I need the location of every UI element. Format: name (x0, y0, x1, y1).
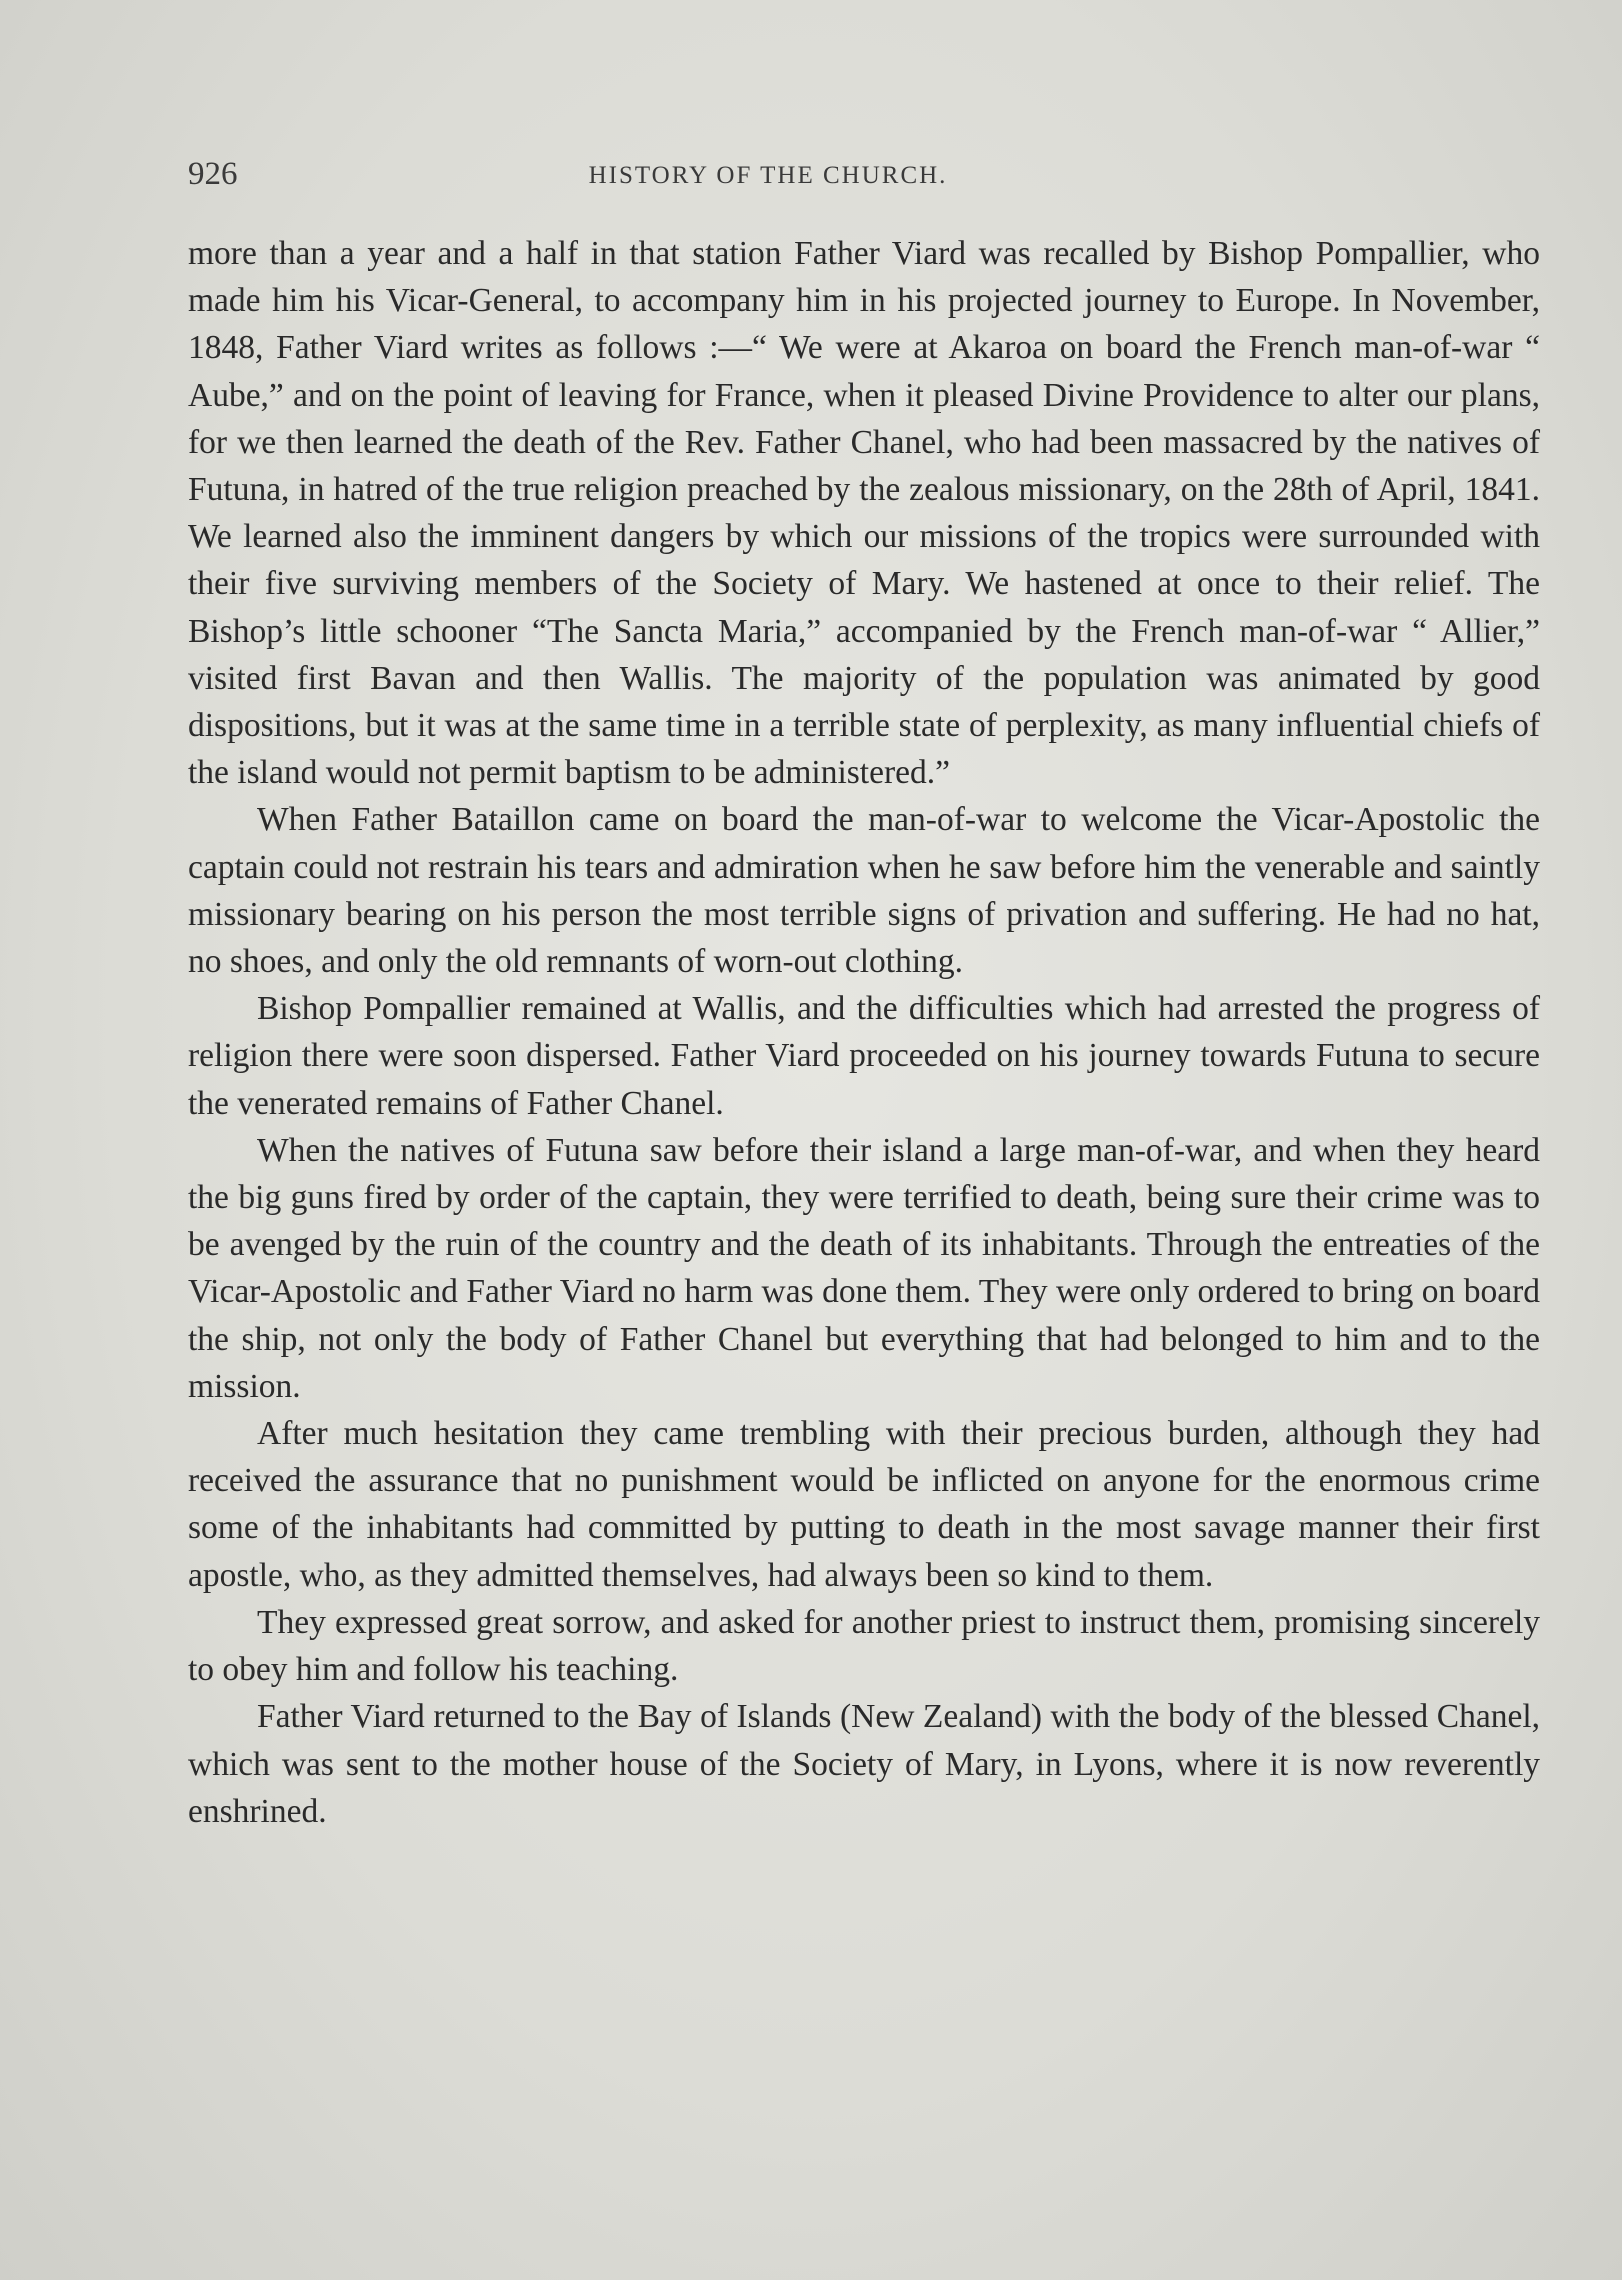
body-text (188, 230, 1540, 1835)
running-title: HISTORY OF THE CHURCH. (588, 162, 948, 189)
page-number: 926 (188, 156, 238, 192)
paragraph: After much hesitation they came trembling with their precious burden, although they had received the assurance that no punishment would be inflicted on anyone for the enormous crime some of the inhabitants had committed by putting to death in the most savage manner their first apostle, who, as they admitted themselves, had always been so kind to them. (188, 1415, 1540, 1594)
paragraph: They expressed great sorrow, and asked for another priest to instruct them, promising sincerely to obey him and follow his teaching. (188, 1603, 1540, 1689)
running-head (188, 156, 1348, 196)
paragraph: When the natives of Futuna saw before their island a large man-of-war, and when they heard the big guns fired by order of the captain, they were terrified to death, being sure their crime was to be avenged by the ruin of the country and the death of its inhabitants. Through the entreaties of the Vicar-Apostolic and Father Viard no harm was done them. They were only ordered to bring on board the ship, not only the body of Father Chanel but everything that had belonged to him and to the mission. (188, 1131, 1540, 1405)
paragraph: Father Viard returned to the Bay of Islands (New Zealand) with the body of the blessed Chanel, which was sent to the mother house of the Society of Mary, in Lyons, where it is now reverently enshrined. (188, 1698, 1540, 1830)
paragraph: more than a year and a half in that station Father Viard was recalled by Bishop Pompallier, who made him his Vicar-General, to accompany him in his projected journey to Europe. In November, 1848, Father Viard writes as follows :—“ We were at Akaroa on board the French man-of-war “ Aube,” and on the point of leaving for France, when it pleased Divine Providence to alter our plans, for we then learned the death of the Rev. Father Chanel, who had been massacred by the natives of Futuna, in hatred of the true religion preached by the zealous missionary, on the 28th of April, 1841. We learned also the imminent dangers by which our missions of the tropics were surrounded with their five surviving members of the Society of Mary. We hastened at once to their relief. The Bishop’s little schooner “The Sancta Maria,” accompanied by the French man-of-war “ Allier,” visited first Bavan and then Wallis. The majority of the population was animated by good dispositions, but it was at the same time in a terrible state of perplexity, as many influential chiefs of the island would not permit baptism to be administered.” (188, 235, 1540, 792)
paragraph: When Father Bataillon came on board the man-of-war to welcome the Vicar-Apostolic the captain could not restrain his tears and admiration when he saw before him the venerable and saintly missionary bearing on his person the most terrible signs of privation and suffering. He had no hat, no shoes, and only the old remnants of worn-out clothing. (188, 801, 1540, 981)
paragraph: Bishop Pompallier remained at Wallis, and the difficulties which had arrested the progress of religion there were soon dispersed. Father Viard proceeded on his journey towards Futuna to secure the venerated remains of Father Chanel. (188, 990, 1540, 1122)
